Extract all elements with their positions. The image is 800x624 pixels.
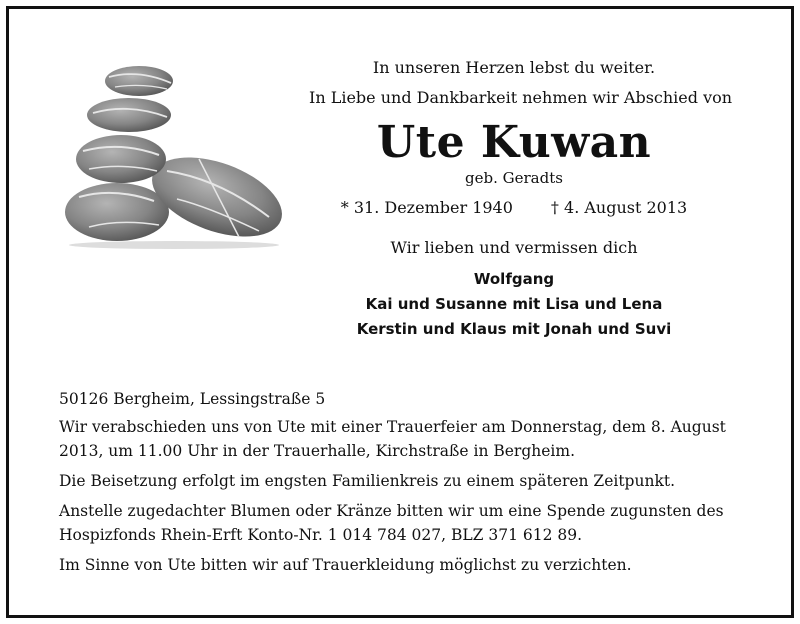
obituary-details	[59, 387, 759, 583]
family-member: Wolfgang	[473, 270, 555, 288]
address: 50126 Bergheim, Lessingstraße 5	[59, 390, 326, 408]
obituary-frame	[6, 6, 794, 618]
donation-paragraph: Anstelle zugedachter Blumen oder Kränze bitten wir um eine Spende zugunsten des Hospizfonds Rhein-Erft Konto-Nr. 1 014 784 027, BLZ 371 612 89.	[59, 502, 724, 544]
attire-paragraph: Im Sinne von Ute bitten wir auf Trauerkleidung möglichst zu verzichten.	[59, 556, 632, 574]
family-member: Kerstin und Klaus mit Jonah und Suvi	[356, 320, 672, 338]
header-line-2: In Liebe und Dankbarkeit nehmen wir Abschied von	[309, 88, 733, 107]
birth-date: * 31. Dezember 1940	[340, 198, 513, 217]
deceased-name: Ute Kuwan	[376, 117, 652, 168]
header-line-1: In unseren Herzen lebst du weiter.	[372, 58, 656, 77]
burial-paragraph: Die Beisetzung erfolgt im engsten Familienkreis zu einem späteren Zeitpunkt.	[59, 472, 675, 490]
ceremony-paragraph: Wir verabschieden uns von Ute mit einer Trauerfeier am Donnerstag, dem 8. August 2013, um 11.00 Uhr in der Trauerhalle, Kirchstraße in Bergheim.	[59, 418, 726, 460]
stacked-stones-icon	[59, 59, 289, 249]
death-date: † 4. August 2013	[550, 198, 688, 217]
family-member: Kai und Susanne mit Lisa und Lena	[365, 295, 663, 313]
obituary-header	[309, 53, 733, 342]
life-dates	[309, 195, 719, 221]
maiden-name: geb. Geradts	[465, 169, 563, 187]
closing-line: Wir lieben und vermissen dich	[390, 238, 638, 257]
family-list	[309, 267, 719, 342]
